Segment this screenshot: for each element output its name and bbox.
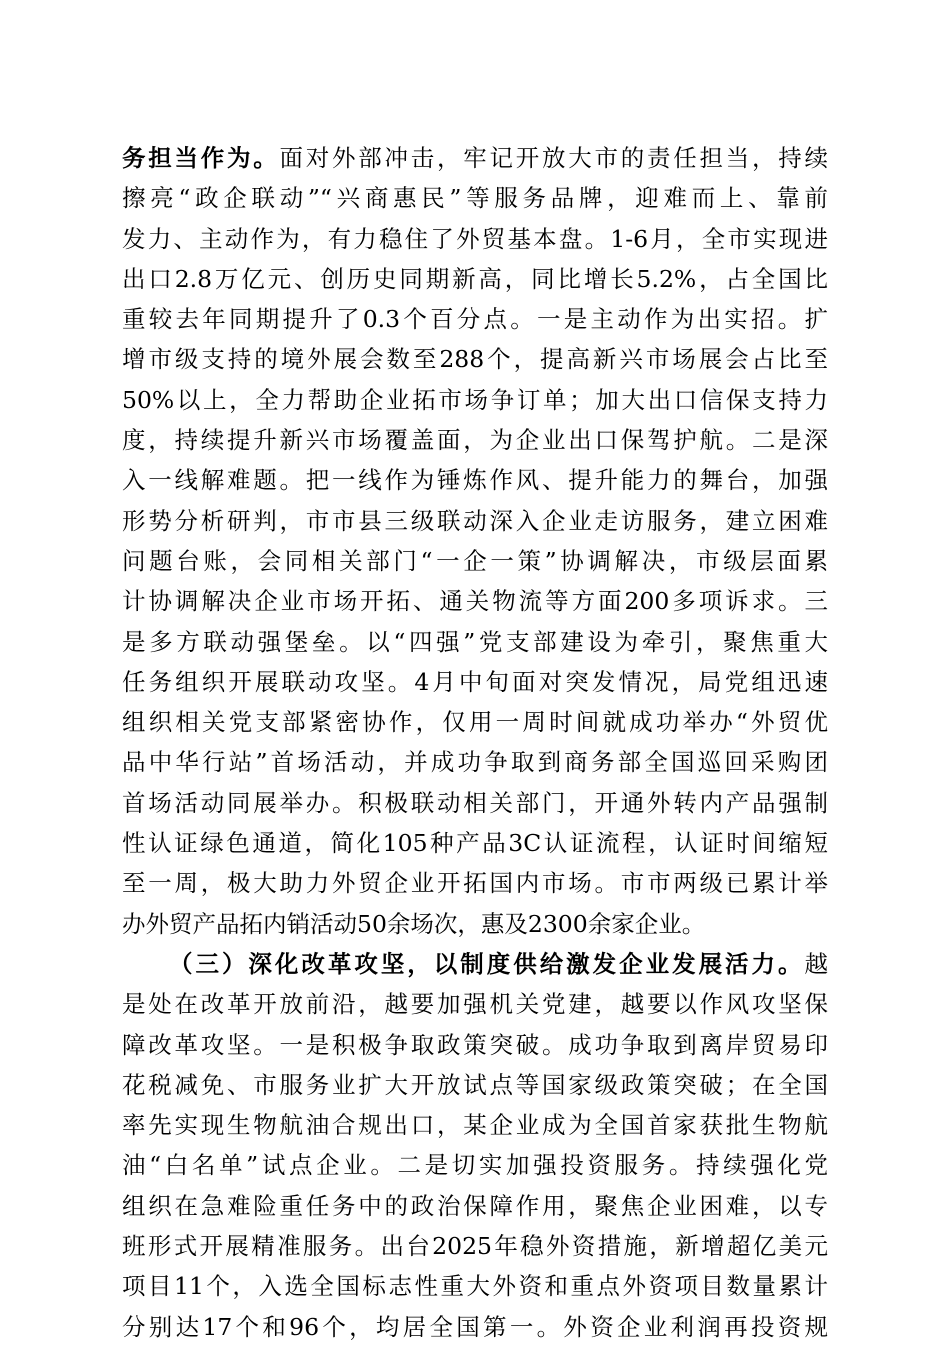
body-line-23: 障改革攻坚。一是积极争取政策突破。成功争取到离岸贸易印 bbox=[122, 1030, 828, 1059]
body-line-9: 入一线解难题。把一线作为锤炼作风、提升能力的舞台，加强 bbox=[122, 466, 828, 495]
body-line-24: 花税减免、市服务业扩大开放试点等国家级政策突破；在全国 bbox=[122, 1070, 828, 1099]
section-lead-bold: 务担当作为。 bbox=[122, 144, 280, 172]
body-line-18: 性认证绿色通道，简化105种产品3C认证流程，认证时间缩短 bbox=[122, 829, 828, 858]
section-heading-line bbox=[122, 944, 828, 984]
body-line-28: 班形式开展精准服务。出台2025年稳外资措施，新增超亿美元 bbox=[122, 1232, 828, 1261]
body-text: 面对外部冲击，牢记开放大市的责任担当，持续 bbox=[279, 144, 828, 172]
body-line-2: 擦亮“政企联动”“兴商惠民”等服务品牌，迎难而上、靠前 bbox=[122, 184, 828, 213]
body-line-27: 组织在急难险重任务中的政治保障作用，聚焦企业困难，以专 bbox=[122, 1191, 828, 1220]
body-line-25: 率先实现生物航油合规出口，某企业成为全国首家获批生物航 bbox=[122, 1111, 828, 1140]
body-line-4: 出口2.8万亿元、创历史同期新高，同比增长5.2%，占全国比 bbox=[122, 264, 828, 293]
body-line-3: 发力、主动作为，有力稳住了外贸基本盘。1-6月，全市实现进 bbox=[122, 224, 828, 253]
body-text: 越 bbox=[804, 949, 828, 978]
body-line-14: 任务组织开展联动攻坚。4月中旬面对突发情况，局党组迅速 bbox=[122, 667, 828, 696]
body-line-30: 分别达17个和96个，均居全国第一。外资企业利润再投资规 bbox=[122, 1312, 828, 1341]
document-page bbox=[122, 138, 828, 1347]
body-line-29: 项目11个，入选全国标志性重大外资和重点外资项目数量累计 bbox=[122, 1272, 828, 1301]
body-line-15: 组织相关党支部紧密协作，仅用一周时间就成功举办“外贸优 bbox=[122, 708, 828, 737]
body-line-19: 至一周，极大助力外贸企业开拓国内市场。市市两级已累计举 bbox=[122, 869, 828, 898]
body-line-10: 形势分析研判，市市县三级联动深入企业走访服务，建立困难 bbox=[122, 506, 828, 535]
body-line-8: 度，持续提升新兴市场覆盖面，为企业出口保驾护航。二是深 bbox=[122, 426, 828, 455]
body-line-5: 重较去年同期提升了0.3个百分点。一是主动作为出实招。扩 bbox=[122, 305, 828, 334]
body-line-26: 油“白名单”试点企业。二是切实加强投资服务。持续强化党 bbox=[122, 1151, 828, 1180]
body-line-7: 50%以上，全力帮助企业拓市场争订单；加大出口信保支持力 bbox=[122, 385, 828, 414]
body-line-6: 增市级支持的境外展会数至288个，提高新兴市场展会占比至 bbox=[122, 345, 828, 374]
body-line-16: 品中华行站”首场活动，并成功争取到商务部全国巡回采购团 bbox=[122, 748, 828, 777]
body-line-12: 计协调解决企业市场开拓、通关物流等方面200多项诉求。三 bbox=[122, 587, 828, 616]
body-line-1 bbox=[122, 138, 828, 178]
section-heading-bold: （三）深化改革攻坚，以制度供给激发企业发展活力。 bbox=[169, 949, 805, 978]
body-line-11: 问题台账，会同相关部门“一企一策”协调解决，市级层面累 bbox=[122, 546, 828, 575]
body-line-20: 办外贸产品拓内销活动50余场次，惠及2300余家企业。 bbox=[122, 909, 706, 938]
body-line-13: 是多方联动强堡垒。以“四强”党支部建设为牵引，聚焦重大 bbox=[122, 627, 828, 656]
body-line-22: 是处在改革开放前沿，越要加强机关党建，越要以作风攻坚保 bbox=[122, 990, 828, 1019]
body-line-17: 首场活动同展举办。积极联动相关部门，开通外转内产品强制 bbox=[122, 788, 828, 817]
